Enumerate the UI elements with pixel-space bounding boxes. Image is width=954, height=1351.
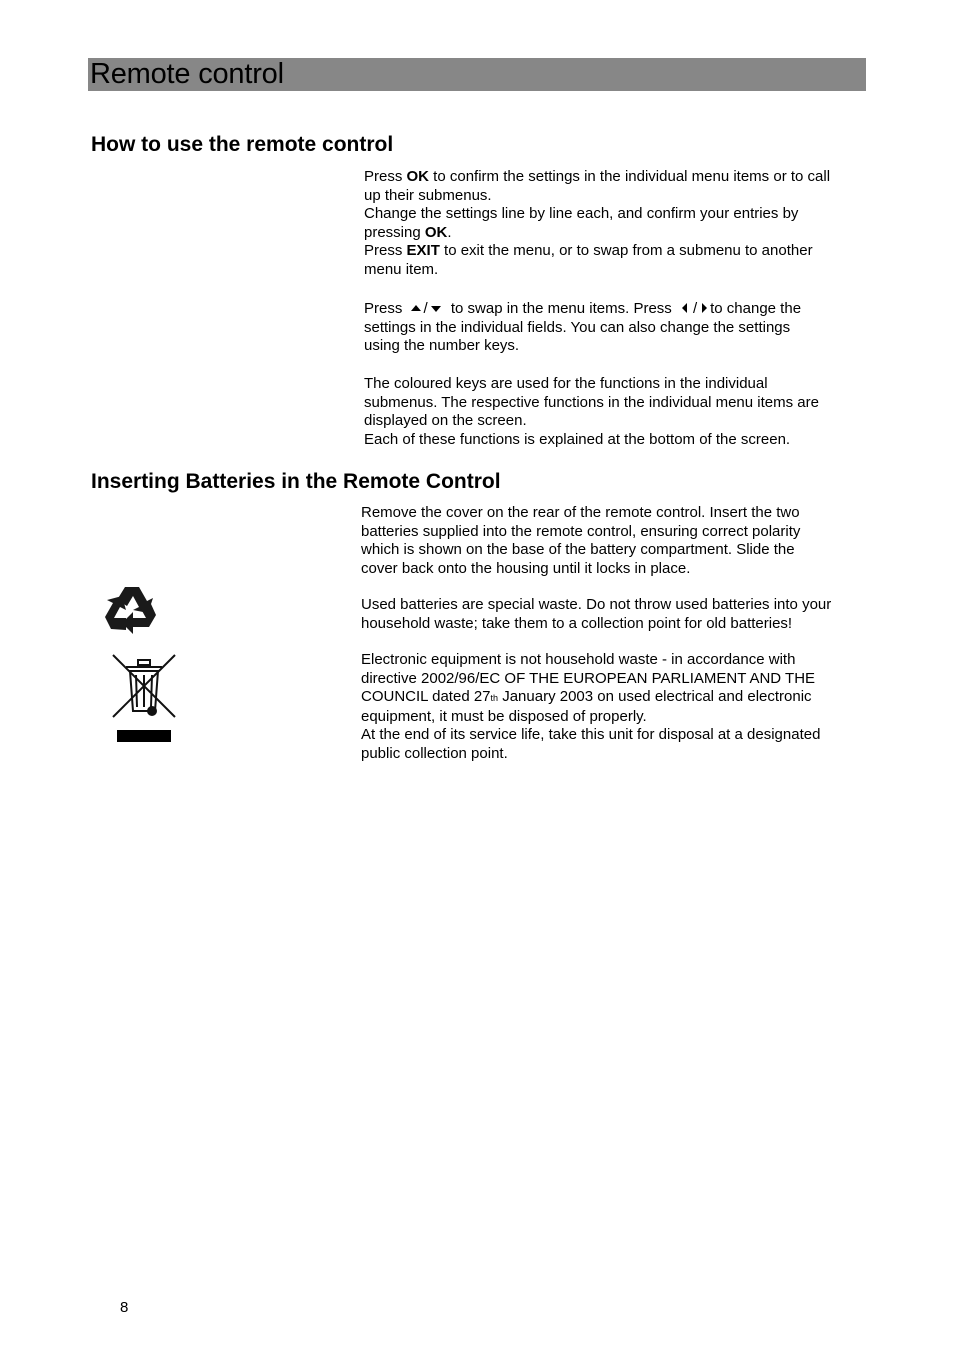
text-line: COUNCIL dated 27th January 2003 on used electrical and electronic xyxy=(361,688,812,705)
section-heading-batteries: Inserting Batteries in the Remote Control xyxy=(91,470,501,493)
text-line: Press / to swap in the menu items. Press / to change the xyxy=(364,300,802,317)
text-line: Press EXIT to exit the menu, or to swap from a submenu to another xyxy=(364,242,813,259)
paragraph-weee-disposal xyxy=(361,651,820,763)
text-line: menu item. xyxy=(364,260,439,278)
text-line: The coloured keys are used for the functions in the individual xyxy=(364,375,768,392)
text-line: cover back onto the housing until it locks in place. xyxy=(361,559,691,577)
text-line: settings in the individual fields. You can also change the settings xyxy=(364,318,791,336)
ok-key-label: OK xyxy=(406,168,430,185)
text-line: which is shown on the base of the battery compartment. Slide the xyxy=(361,541,795,558)
text-line: directive 2002/96/EC OF THE EUROPEAN PARLIAMENT AND THE xyxy=(361,669,816,687)
page-number: 8 xyxy=(120,1299,129,1316)
left-arrow-icon xyxy=(682,303,687,313)
recycle-icon xyxy=(103,582,163,642)
text-line: Each of these functions is explained at the bottom of the screen. xyxy=(364,430,791,448)
text-line: equipment, it must be disposed of properly. xyxy=(361,707,647,725)
paragraph-coloured-keys xyxy=(364,375,819,449)
text-line: Electronic equipment is not household waste - in accordance with xyxy=(361,651,796,668)
up-arrow-icon xyxy=(411,305,421,311)
down-arrow-icon xyxy=(431,306,441,312)
page-header xyxy=(88,58,866,91)
right-arrow-icon xyxy=(702,303,707,313)
paragraph-used-batteries xyxy=(361,596,831,633)
ok-key-label: OK xyxy=(424,223,448,241)
page-title: Remote control xyxy=(90,58,284,90)
text-line: using the number keys. xyxy=(364,337,520,354)
crossed-out-wheelie-bin-icon xyxy=(111,653,177,745)
text-line: displayed on the screen. xyxy=(364,412,527,429)
text-line: household waste; take them to a collection point for old batteries! xyxy=(361,614,793,632)
text-line: public collection point. xyxy=(361,744,508,762)
paragraph-insert-batteries xyxy=(361,504,800,578)
text-line: submenus. The respective functions in the individual menu items are xyxy=(364,393,819,411)
section-heading-remote-usage: How to use the remote control xyxy=(91,133,394,156)
text-line: Press OK to confirm the settings in the individual menu items or to call xyxy=(364,168,831,185)
text-line: pressing OK. xyxy=(364,223,452,241)
paragraph-navigation-keys xyxy=(364,300,801,356)
paragraph-ok-exit xyxy=(364,168,830,279)
text-line: Remove the cover on the rear of the remote control. Insert the two xyxy=(361,504,800,521)
text-line: batteries supplied into the remote control, ensuring correct polarity xyxy=(361,522,801,540)
text-line: Change the settings line by line each, and confirm your entries by xyxy=(364,205,799,222)
text-line: up their submenus. xyxy=(364,186,492,204)
ordinal-suffix: th xyxy=(490,693,499,703)
text-line: Used batteries are special waste. Do not throw used batteries into your xyxy=(361,596,832,613)
text-line: At the end of its service life, take this unit for disposal at a designated xyxy=(361,726,821,743)
exit-key-label: EXIT xyxy=(406,242,440,259)
